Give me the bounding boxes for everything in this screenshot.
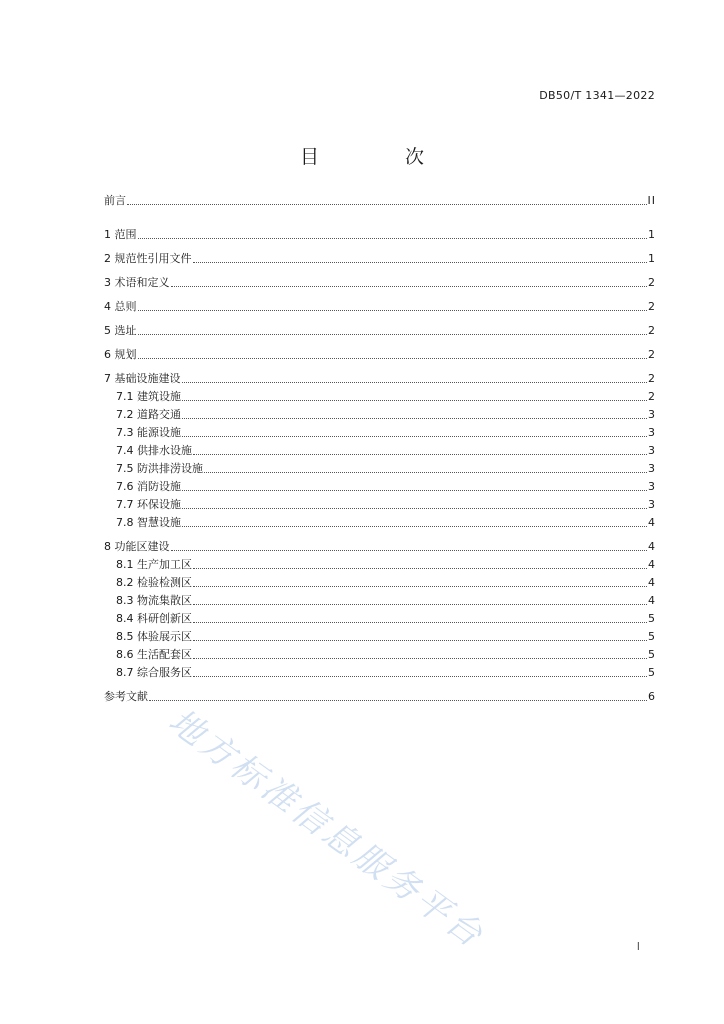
- toc-entry-page: 4: [648, 558, 656, 571]
- dot-leader: [193, 621, 647, 623]
- dot-leader: [182, 399, 647, 401]
- toc-entry-label: 前言: [104, 194, 126, 207]
- toc-entry[interactable]: [104, 590, 656, 608]
- toc-entry-label: 7.8 智慧设施: [116, 516, 181, 529]
- toc-entry[interactable]: [104, 194, 656, 208]
- toc-entry-label: 6 规划: [104, 348, 137, 361]
- dot-leader: [138, 333, 648, 335]
- toc-entry-label: 7.5 防洪排涝设施: [116, 462, 203, 475]
- dot-leader: [182, 417, 647, 419]
- toc-entry-page: 4: [648, 516, 656, 529]
- toc-entry[interactable]: [104, 422, 656, 440]
- toc-entry-label: 7 基础设施建设: [104, 372, 181, 385]
- dot-leader: [193, 567, 647, 569]
- table-of-contents: [104, 194, 656, 704]
- dot-leader: [127, 203, 647, 205]
- toc-entry-page: 3: [648, 426, 656, 439]
- dot-leader: [182, 435, 647, 437]
- toc-entry-page: 4: [648, 576, 656, 589]
- page-number: I: [636, 940, 640, 953]
- toc-entry[interactable]: [104, 476, 656, 494]
- dot-leader: [138, 309, 648, 311]
- toc-entry[interactable]: [104, 512, 656, 530]
- toc-entry-label: 4 总则: [104, 300, 137, 313]
- toc-entry-page: 3: [648, 408, 656, 421]
- toc-entry-page: II: [647, 194, 656, 207]
- dot-leader: [138, 237, 648, 239]
- toc-entry-page: 4: [648, 594, 656, 607]
- toc-entry-label: 5 选址: [104, 324, 137, 337]
- toc-entry[interactable]: [104, 494, 656, 512]
- toc-entry-label: 3 术语和定义: [104, 276, 170, 289]
- toc-entry-page: 5: [648, 612, 656, 625]
- toc-entry-page: 2: [648, 300, 656, 313]
- dot-leader: [182, 489, 647, 491]
- toc-entry[interactable]: [104, 608, 656, 626]
- toc-entry-label: 1 范围: [104, 228, 137, 241]
- toc-entry-label: 8.3 物流集散区: [116, 594, 192, 607]
- toc-entry-page: 5: [648, 648, 656, 661]
- dot-leader: [193, 639, 647, 641]
- dot-leader: [193, 453, 647, 455]
- toc-entry-label: 8.1 生产加工区: [116, 558, 192, 571]
- toc-entry-label: 2 规范性引用文件: [104, 252, 192, 265]
- toc-entry-label: 7.1 建筑设施: [116, 390, 181, 403]
- dot-leader: [204, 471, 647, 473]
- toc-entry-page: 1: [648, 228, 656, 241]
- dot-leader: [193, 261, 648, 263]
- toc-entry-label: 8.6 生活配套区: [116, 648, 192, 661]
- dot-leader: [171, 285, 648, 287]
- toc-entry[interactable]: [104, 242, 656, 266]
- dot-leader: [193, 675, 647, 677]
- toc-entry-label: 7.4 供排水设施: [116, 444, 192, 457]
- toc-entry-page: 3: [648, 444, 656, 457]
- toc-entry[interactable]: [104, 530, 656, 554]
- dot-leader: [193, 585, 647, 587]
- toc-entry-page: 1: [648, 252, 656, 265]
- toc-entry[interactable]: [104, 662, 656, 680]
- dot-leader: [193, 603, 647, 605]
- watermark: 地方标准信息服务平台: [161, 701, 493, 957]
- toc-entry-label: 参考文献: [104, 690, 148, 703]
- toc-entry-page: 5: [648, 666, 656, 679]
- toc-entry-page: 2: [648, 276, 656, 289]
- toc-entry-page: 3: [648, 498, 656, 511]
- dot-leader: [182, 507, 647, 509]
- document-code: DB50/T 1341—2022: [539, 89, 655, 102]
- toc-entry-page: 3: [648, 462, 656, 475]
- dot-leader: [149, 699, 647, 701]
- dot-leader: [193, 657, 647, 659]
- toc-entry[interactable]: [104, 218, 656, 242]
- toc-entry[interactable]: [104, 440, 656, 458]
- toc-entry-label: 7.3 能源设施: [116, 426, 181, 439]
- dot-leader: [182, 525, 647, 527]
- toc-entry[interactable]: [104, 626, 656, 644]
- toc-entry-label: 7.7 环保设施: [116, 498, 181, 511]
- toc-entry[interactable]: [104, 290, 656, 314]
- toc-entry-page: 3: [648, 480, 656, 493]
- toc-entry[interactable]: [104, 644, 656, 662]
- toc-entry-page: 2: [648, 348, 656, 361]
- toc-entry-page: 6: [648, 690, 656, 703]
- toc-entry-page: 2: [648, 324, 656, 337]
- toc-entry[interactable]: [104, 554, 656, 572]
- toc-entry-page: 5: [648, 630, 656, 643]
- toc-entry[interactable]: [104, 362, 656, 386]
- toc-entry-label: 8.4 科研创新区: [116, 612, 192, 625]
- toc-entry[interactable]: [104, 572, 656, 590]
- toc-entry-label: 8.7 综合服务区: [116, 666, 192, 679]
- toc-entry-page: 2: [648, 372, 656, 385]
- dot-leader: [182, 381, 648, 383]
- toc-entry-page: 4: [648, 540, 656, 553]
- toc-entry[interactable]: [104, 338, 656, 362]
- toc-entry-label: 8.5 体验展示区: [116, 630, 192, 643]
- page-title: 目 次: [299, 146, 465, 168]
- dot-leader: [138, 357, 648, 359]
- toc-entry-label: 8.2 检验检测区: [116, 576, 192, 589]
- toc-entry-label: 8 功能区建设: [104, 540, 170, 553]
- toc-entry-label: 7.6 消防设施: [116, 480, 181, 493]
- toc-entry[interactable]: [104, 266, 656, 290]
- toc-entry[interactable]: [104, 458, 656, 476]
- toc-entry-page: 2: [648, 390, 656, 403]
- toc-entry[interactable]: [104, 314, 656, 338]
- toc-entry[interactable]: [104, 386, 656, 404]
- toc-entry[interactable]: [104, 404, 656, 422]
- toc-entry-label: 7.2 道路交通: [116, 408, 181, 421]
- dot-leader: [171, 549, 648, 551]
